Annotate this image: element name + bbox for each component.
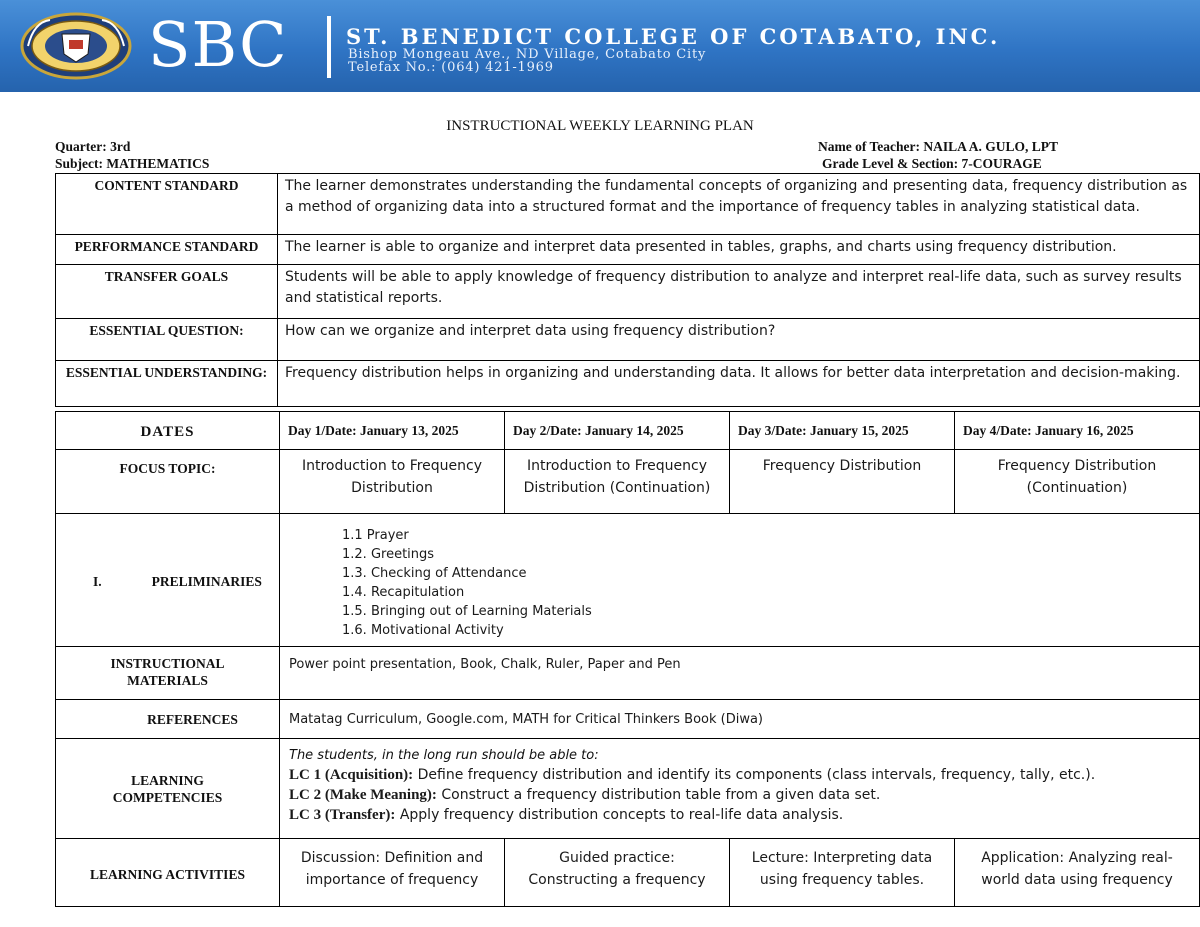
- focus-topic-day-1: Introduction to Frequency Distribution: [280, 450, 505, 514]
- table-row: [56, 235, 1200, 265]
- teacher-name: Name of Teacher: NAILA A. GULO, LPT: [818, 139, 1059, 154]
- table-row: [56, 174, 1200, 235]
- day-3-date: Day 3/Date: January 15, 2025: [730, 412, 955, 450]
- focus-topic-day-2: Introduction to Frequency Distribution (Continuation): [505, 450, 730, 514]
- competency-text: Apply frequency distribution concepts to real-life data analysis.: [399, 807, 844, 823]
- focus-topic-day-3: Frequency Distribution: [730, 450, 955, 514]
- transfer-goals-text: Students will be able to apply knowledge of frequency distribution to analyze and interpret real-life data, such as survey results and statistical reports.: [278, 265, 1200, 319]
- table-row: [56, 319, 1200, 361]
- instructional-materials-label: INSTRUCTIONAL MATERIALS: [56, 647, 280, 700]
- list-item: 1.3. Checking of Attendance: [342, 566, 527, 581]
- subject-label: Subject: MATHEMATICS: [55, 156, 210, 171]
- table-row: [56, 514, 1200, 647]
- table-row: [56, 839, 1200, 907]
- content-standard-text: The learner demonstrates understanding the fundamental concepts of organizing and presenting data, frequency distribution as a method of organizing data into a structured format and the importance of frequency tables in analyzing statistical data.: [278, 174, 1200, 235]
- competency-lc1: [289, 765, 1199, 785]
- table-row: [56, 265, 1200, 319]
- list-item: 1.2. Greetings: [342, 547, 435, 562]
- school-address: Bishop Mongeau Ave., ND Village, Cotabato City: [348, 47, 707, 62]
- list-item: 1.6. Motivational Activity: [342, 623, 504, 638]
- focus-topic-label: FOCUS TOPIC:: [56, 450, 280, 514]
- table-row: [56, 361, 1200, 407]
- performance-standard-label: PERFORMANCE STANDARD: [56, 235, 278, 265]
- preliminaries-number: I.: [93, 574, 102, 589]
- instructional-materials-text: Power point presentation, Book, Chalk, Ruler, Paper and Pen: [280, 647, 1200, 700]
- list-item: 1.4. Recapitulation: [342, 585, 465, 600]
- banner-divider: [327, 16, 331, 78]
- references-label: REFERENCES: [56, 700, 280, 739]
- school-banner: [0, 0, 1200, 92]
- table-row: [56, 739, 1200, 839]
- performance-standard-text: The learner is able to organize and interpret data presented in tables, graphs, and charts using frequency distribution.: [278, 235, 1200, 265]
- table-row: [56, 700, 1200, 739]
- competency-tag: LC 1 (Acquisition):: [289, 767, 414, 783]
- essential-understanding-label: ESSENTIAL UNDERSTANDING:: [56, 361, 278, 407]
- essential-question-label: ESSENTIAL QUESTION:: [56, 319, 278, 361]
- list-item: 1.5. Bringing out of Learning Materials: [342, 604, 592, 619]
- grade-section: Grade Level & Section: 7-COURAGE: [822, 156, 1042, 171]
- learning-competencies-label: LEARNING COMPETENCIES: [56, 739, 280, 839]
- learning-competencies-cell: [280, 739, 1200, 839]
- standards-table: [55, 173, 1200, 407]
- dates-label: DATES: [56, 412, 280, 450]
- table-row: [56, 412, 1200, 450]
- competency-text: Define frequency distribution and identify its components (class intervals, frequency, tally, etc.).: [417, 767, 1096, 783]
- document-title: INSTRUCTIONAL WEEKLY LEARNING PLAN: [446, 118, 754, 134]
- competency-lc2: [289, 785, 1199, 805]
- list-item: 1.1 Prayer: [342, 528, 409, 543]
- day-4-date: Day 4/Date: January 16, 2025: [955, 412, 1200, 450]
- day-2-date: Day 2/Date: January 14, 2025: [505, 412, 730, 450]
- activity-day-4: Application: Analyzing real-world data using frequency: [955, 839, 1200, 907]
- activity-day-2: Guided practice: Constructing a frequency: [505, 839, 730, 907]
- school-telefax: Telefax No.: (064) 421-1969: [348, 60, 554, 75]
- essential-understanding-text: Frequency distribution helps in organizing and understanding data. It allows for better data interpretation and decision-making.: [278, 361, 1200, 407]
- competency-text: Construct a frequency distribution table from a given data set.: [441, 787, 881, 803]
- activity-day-3: Lecture: Interpreting data using frequency tables.: [730, 839, 955, 907]
- content-standard-label: CONTENT STANDARD: [56, 174, 278, 235]
- competencies-intro: The students, in the long run should be able to:: [289, 748, 599, 763]
- preliminaries-label: PRELIMINARIES: [151, 574, 262, 589]
- day-1-date: Day 1/Date: January 13, 2025: [280, 412, 505, 450]
- competency-tag: LC 2 (Make Meaning):: [289, 787, 437, 803]
- banner-logo-text: SBC: [148, 8, 288, 81]
- activity-day-1: Discussion: Definition and importance of frequency: [280, 839, 505, 907]
- competency-tag: LC 3 (Transfer):: [289, 807, 396, 823]
- preliminaries-list: [280, 514, 1199, 640]
- competency-lc3: [289, 805, 1199, 825]
- school-seal-icon: [20, 12, 132, 80]
- essential-question-text: How can we organize and interpret data using frequency distribution?: [278, 319, 1200, 361]
- quarter-label: Quarter: 3rd: [55, 139, 131, 154]
- table-row: [56, 450, 1200, 514]
- references-text: Matatag Curriculum, Google.com, MATH for Critical Thinkers Book (Diwa): [280, 700, 1200, 739]
- preliminaries-cell: [280, 514, 1200, 647]
- transfer-goals-label: TRANSFER GOALS: [56, 265, 278, 319]
- school-name: ST. BENEDICT COLLEGE OF COTABATO, INC.: [346, 24, 1001, 49]
- focus-topic-day-4: Frequency Distribution (Continuation): [955, 450, 1200, 514]
- preliminaries-label-cell: [56, 514, 280, 647]
- weekly-plan-table: [55, 411, 1200, 907]
- learning-activities-label: LEARNING ACTIVITIES: [56, 839, 280, 907]
- table-row: [56, 647, 1200, 700]
